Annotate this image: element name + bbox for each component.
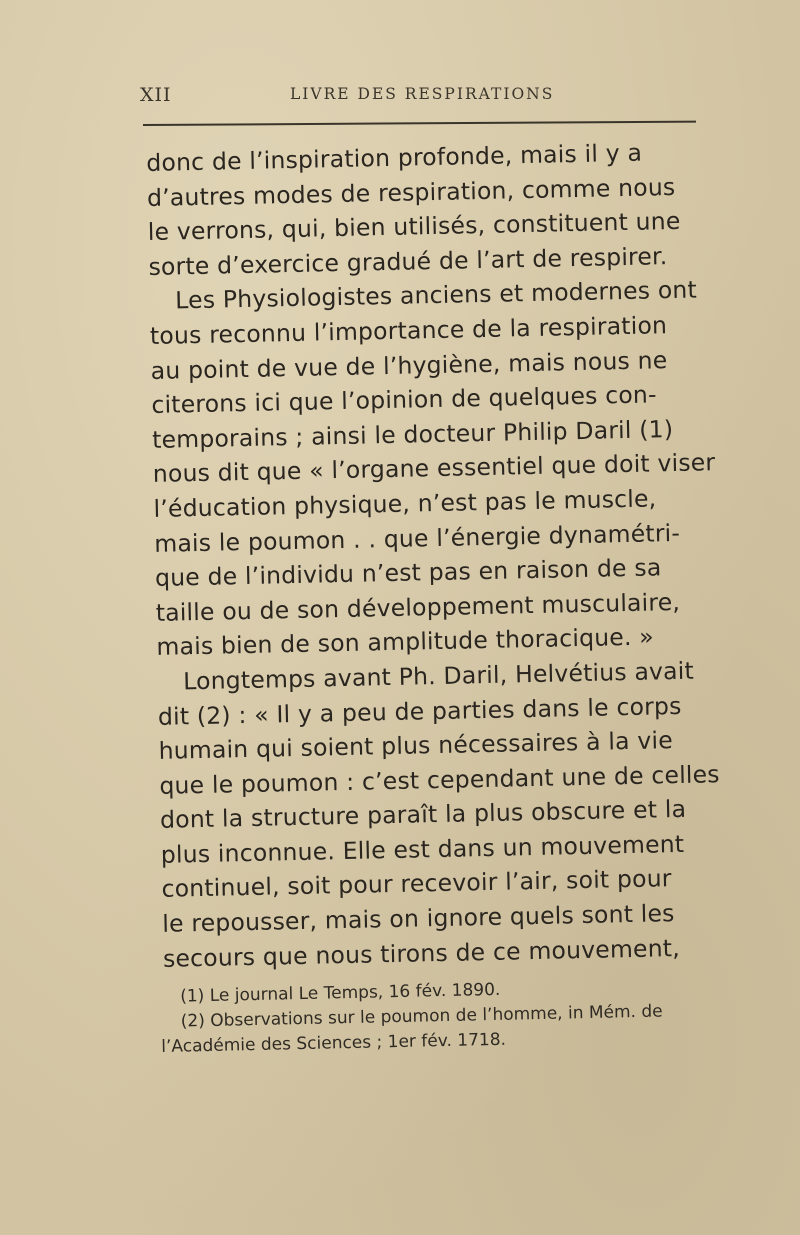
text-line: au point de vue de l’hygiène, mais nous ne [150,345,668,385]
text-line: le repousser, mais on ignore quels sont les [162,899,675,938]
text-line: le verrons, qui, bien utilisés, constituent une [147,207,681,247]
running-title: LIVRE DES RESPIRATIONS [290,85,555,103]
text-line: que le poumon : c’est cependant une de celles [159,759,721,800]
text-line: dit (2) : « Il y a peu de parties dans le corps [157,691,682,731]
text-line: dont la structure paraît la plus obscure et la [159,795,687,835]
text-line: mais le poumon . . que l’énergie dynamétri- [154,518,681,558]
text-line: mais bien de son amplitude thoracique. » [156,622,655,662]
footnote-2-continuation: l’Académie des Sciences ; 1er fév. 1718. [161,1029,507,1057]
text-line: sorte d’exercice gradué de l’art de respirer. [148,241,668,281]
text-line: plus inconnue. Elle est dans un mouvement [160,829,685,869]
page-number: XII [140,84,172,106]
text-line: nous dit que « l’organe essentiel que doit viser [152,448,716,489]
footnotes [160,973,731,1060]
text-line: d’autres modes de respiration, comme nous [146,172,676,212]
text-line: l’éducation physique, n’est pas le muscle, [153,484,657,523]
text-line: donc de l’inspiration profonde, mais il y a [146,138,643,177]
text-line: citerons ici que l’opinion de quelques con- [151,380,657,420]
text-line: que de l’individu n’est pas en raison de sa [154,553,662,593]
page-header [120,84,700,114]
text-line: continuel, soit pour recevoir l’air, soit pour [161,864,672,904]
text-line: tous reconnu l’importance de la respiration [149,311,668,350]
text-line: taille ou de son développement musculaire, [155,587,681,627]
text-line: Les Physiologistes anciens et modernes ont [174,275,698,315]
footnote-1: (1) Le journal Le Temps, 16 fév. 1890. [180,979,501,1007]
text-line: secours que nous tirons de ce mouvement, [162,933,681,973]
text-line: temporains ; ainsi le docteur Philip Daril (1) [151,414,674,454]
footnote-2: (2) Observations sur le poumon de l’homme, in Mém. de [180,1001,663,1032]
text-line: humain qui soient plus nécessaires à la vie [158,726,674,765]
header-rule [143,121,696,126]
text-line: Longtemps avant Ph. Daril, Helvétius avait [182,656,695,696]
body-text [146,134,731,976]
